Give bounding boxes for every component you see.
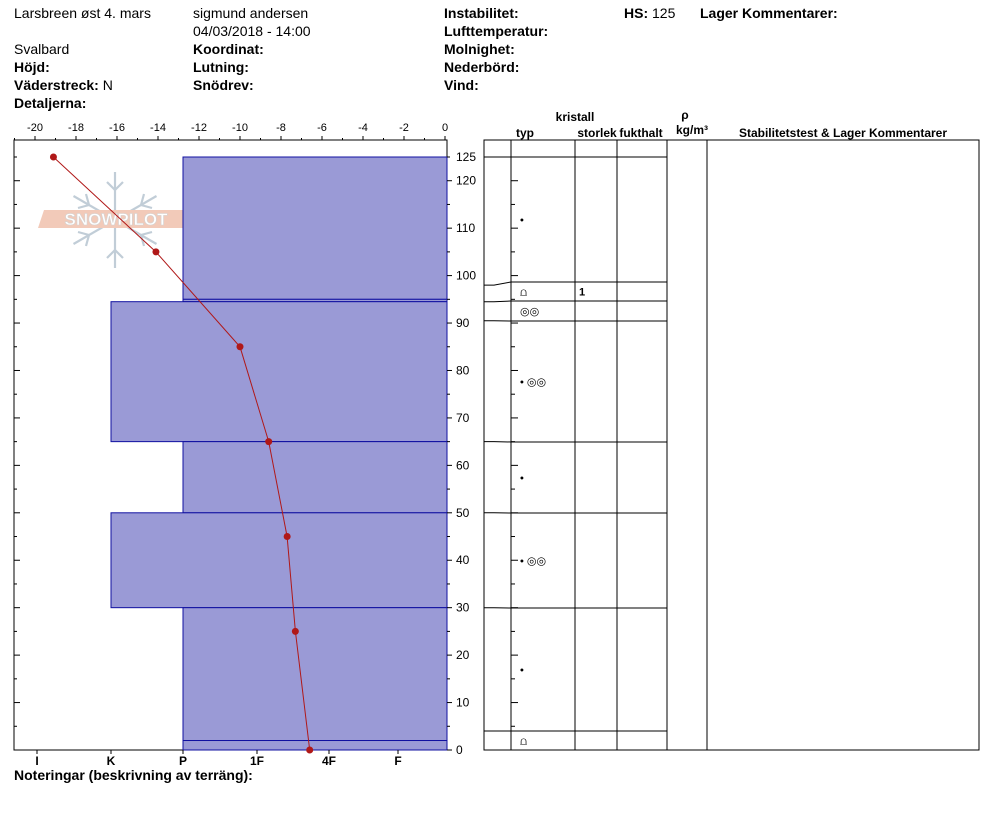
- temperature-tick-label: -12: [191, 122, 207, 134]
- temperature-point: [284, 533, 291, 540]
- temperature-tick-label: -10: [232, 122, 248, 134]
- temperature-point: [306, 747, 313, 754]
- temperature-tick-label: -16: [109, 122, 125, 134]
- hardness-tick-label: 4F: [321, 754, 337, 768]
- crystal-type: • ◎◎: [520, 376, 547, 389]
- crystal-type: •: [520, 472, 524, 485]
- lufttemperatur-label: Lufttemperatur:: [444, 23, 549, 39]
- vind-label: Vind:: [444, 77, 479, 93]
- temperature-tick-label: 0: [441, 122, 449, 134]
- height-tick-label: 60: [456, 458, 470, 473]
- hardness-layer-bar: [183, 608, 447, 741]
- height-tick-label: 30: [456, 600, 470, 615]
- logo-text: SNOWPILOT: [64, 210, 168, 229]
- layer-connector-line: [484, 282, 511, 285]
- hardness-tick-label: I: [35, 754, 39, 768]
- temperature-tick-label: -14: [150, 122, 166, 134]
- observation-datetime: 04/03/2018 - 14:00: [193, 23, 311, 39]
- molnighet-label: Molnighet:: [444, 41, 515, 57]
- hs-label: HS:: [624, 5, 649, 21]
- hardness-layer-bar: [183, 442, 447, 513]
- height-tick-label: 90: [456, 316, 470, 331]
- hardness-tick-label: K: [106, 754, 116, 768]
- temperature-tick-label: -20: [27, 122, 43, 134]
- lager-kommentarer-label: Lager Kommentarer:: [700, 5, 838, 21]
- height-tick-label: 125: [456, 150, 477, 164]
- height-tick-label: 40: [456, 553, 470, 568]
- observer-name: sigmund andersen: [193, 5, 309, 21]
- height-tick-label: 70: [456, 410, 470, 425]
- koordinat-label: Koordinat:: [193, 41, 264, 57]
- crystal-type: •: [520, 664, 524, 677]
- crystal-table-frame: [484, 140, 979, 750]
- region: Svalbard: [14, 41, 70, 57]
- crystal-table-columns: [511, 140, 707, 750]
- typ-header: typ: [516, 126, 534, 140]
- density-unit-header: kg/m³: [675, 123, 709, 137]
- vaderstreck-value: N: [102, 77, 113, 93]
- hardness-layer-bar: [111, 302, 447, 442]
- hardness-tick-label: 1F: [249, 754, 265, 768]
- hardness-layers: [111, 157, 447, 750]
- crystal-type: ⩍: [520, 286, 528, 299]
- detaljerna-label: Detaljerna:: [14, 95, 87, 111]
- hardness-layer-bar: [183, 741, 447, 750]
- storlek-header: storlek: [577, 126, 617, 140]
- kristall-header: kristall: [555, 110, 595, 124]
- height-tick-label: 110: [456, 221, 476, 236]
- snowpilot-logo: [38, 172, 194, 268]
- temperature-point: [237, 343, 244, 350]
- crystal-type: •: [520, 214, 524, 227]
- hs-value: 125: [652, 5, 676, 21]
- height-tick-label: 0: [456, 743, 463, 757]
- temperature-tick-label: -18: [68, 122, 84, 134]
- vaderstreck-label: Väderstreck:: [14, 77, 99, 93]
- height-tick-label: 120: [456, 173, 477, 188]
- crystal-type: ◎◎: [520, 306, 540, 318]
- height-tick-label: 50: [456, 505, 470, 520]
- notes-label: Noteringar (beskrivning av terräng):: [14, 767, 253, 783]
- snodrev-label: Snödrev:: [193, 77, 254, 93]
- temperature-point: [152, 248, 159, 255]
- fukthalt-header: fukthalt: [619, 126, 663, 140]
- temperature-point: [50, 154, 57, 161]
- nederbord-label: Nederbörd:: [444, 59, 520, 75]
- temperature-tick-label: -4: [358, 122, 368, 134]
- temperature-point: [292, 628, 299, 635]
- stability-header: Stabilitetstest & Lager Kommentarer: [738, 126, 948, 140]
- temperature-tick-label: -6: [317, 122, 327, 134]
- height-tick-label: 10: [456, 695, 470, 710]
- hardness-layer-bar: [111, 513, 447, 608]
- temperature-axis: [15, 122, 449, 140]
- temperature-point: [265, 438, 272, 445]
- height-tick-label: 100: [456, 268, 477, 283]
- lutning-label: Lutning:: [193, 59, 249, 75]
- hardness-layer-bar: [183, 157, 447, 299]
- temperature-tick-label: -8: [276, 122, 286, 134]
- crystal-type: • ◎◎: [520, 555, 547, 568]
- hardness-tick-label: F: [394, 754, 402, 768]
- location-title: Larsbreen øst 4. mars: [14, 5, 151, 21]
- crystal-type: ⩍: [520, 735, 528, 748]
- temperature-tick-label: -2: [399, 122, 409, 134]
- hardness-axis: [35, 750, 401, 768]
- instabilitet-label: Instabilitet:: [444, 5, 519, 21]
- hojd-label: Höjd:: [14, 59, 50, 75]
- crystal-size: 1: [579, 286, 586, 299]
- layer-connector-line: [484, 301, 511, 302]
- height-tick-label: 80: [456, 363, 470, 378]
- hardness-tick-label: P: [178, 754, 188, 768]
- rho-header: ρ: [681, 108, 689, 122]
- height-tick-label: 20: [456, 648, 470, 663]
